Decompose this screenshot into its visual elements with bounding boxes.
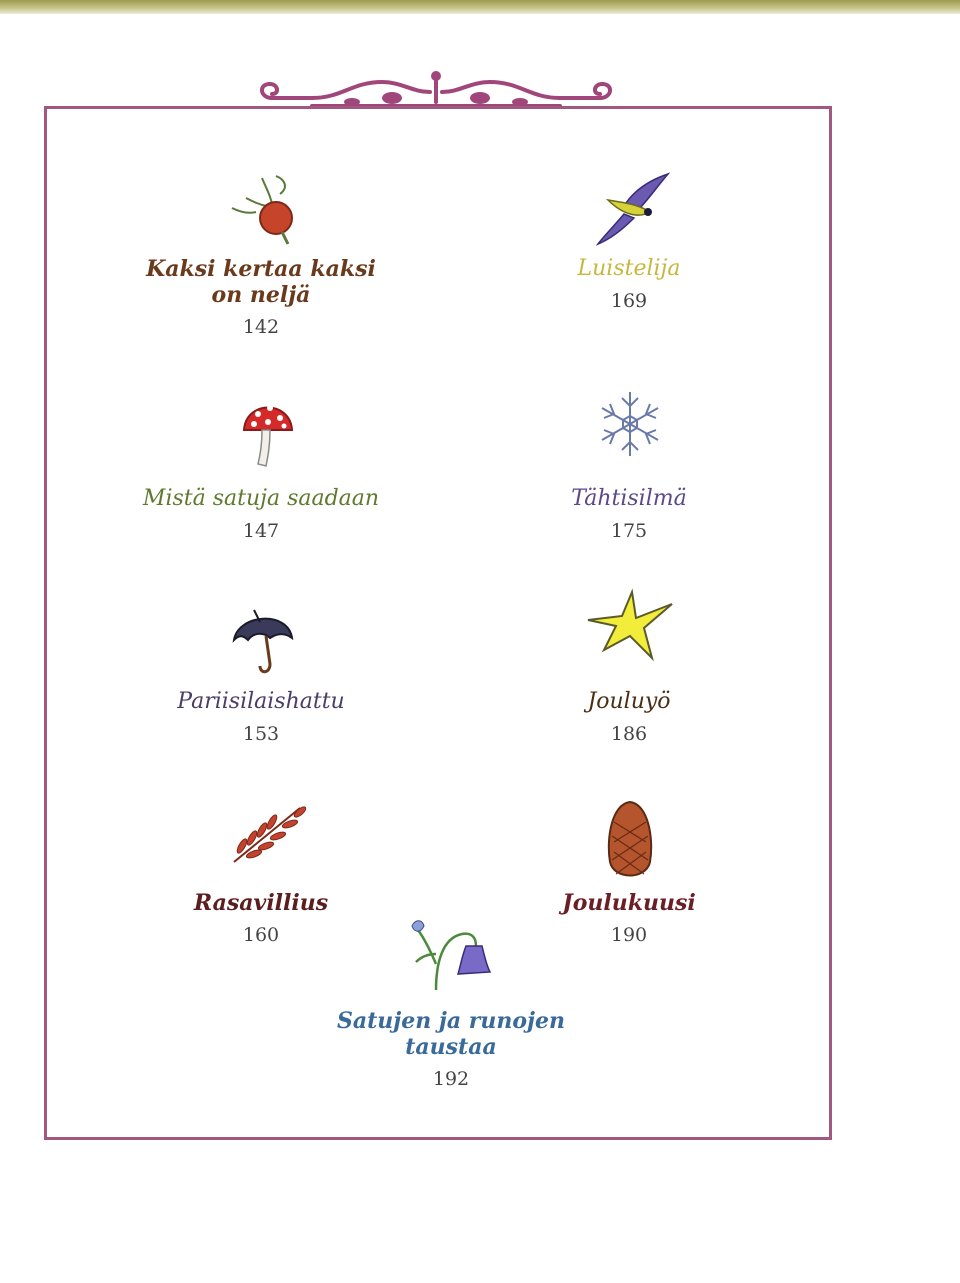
entry-title: Kaksi kertaa kaksi on neljä	[146, 256, 376, 308]
page-number: 142	[242, 316, 280, 338]
toc-entry[interactable]	[330, 1008, 572, 1090]
page-number: 169	[610, 290, 648, 312]
entry-title: Pariisilaishattu	[177, 689, 345, 714]
toc-entry[interactable]	[130, 689, 392, 745]
entry-title: Mistä satuja saadaan	[142, 486, 380, 511]
top-color-band	[0, 0, 960, 14]
page-number: 160	[242, 924, 280, 946]
rosehip-icon	[226, 168, 298, 248]
snowflake-icon	[594, 388, 666, 460]
page-number: 192	[432, 1068, 470, 1090]
bird-icon	[594, 170, 672, 248]
page-number: 153	[242, 723, 280, 745]
toc-entry[interactable]	[528, 486, 730, 542]
entry-title: Joulukuusi	[562, 890, 696, 916]
toc-entry[interactable]	[528, 256, 730, 312]
page-number: 147	[242, 520, 280, 542]
toc-entry[interactable]	[120, 486, 402, 542]
rowan-leaf-icon	[228, 802, 308, 868]
pinecone-icon	[604, 798, 656, 888]
entry-title: Rasavillius	[193, 890, 329, 916]
toc-entry[interactable]	[528, 689, 730, 745]
page-number: 190	[610, 924, 648, 946]
star-icon	[586, 588, 674, 662]
page-number: 186	[610, 723, 648, 745]
toc-entry[interactable]	[518, 890, 740, 946]
entry-title: Tähtisilmä	[571, 486, 687, 511]
entry-title: Luistelija	[577, 256, 681, 281]
toc-entry[interactable]	[130, 890, 392, 946]
entry-title: Satujen ja runojen taustaa	[337, 1008, 565, 1060]
entry-title: Jouluyö	[587, 689, 671, 714]
page-number: 175	[610, 520, 648, 542]
bluebell-icon	[406, 914, 492, 992]
mushroom-icon	[240, 390, 296, 470]
toc-entry[interactable]	[130, 256, 392, 338]
umbrella-icon	[230, 604, 296, 678]
